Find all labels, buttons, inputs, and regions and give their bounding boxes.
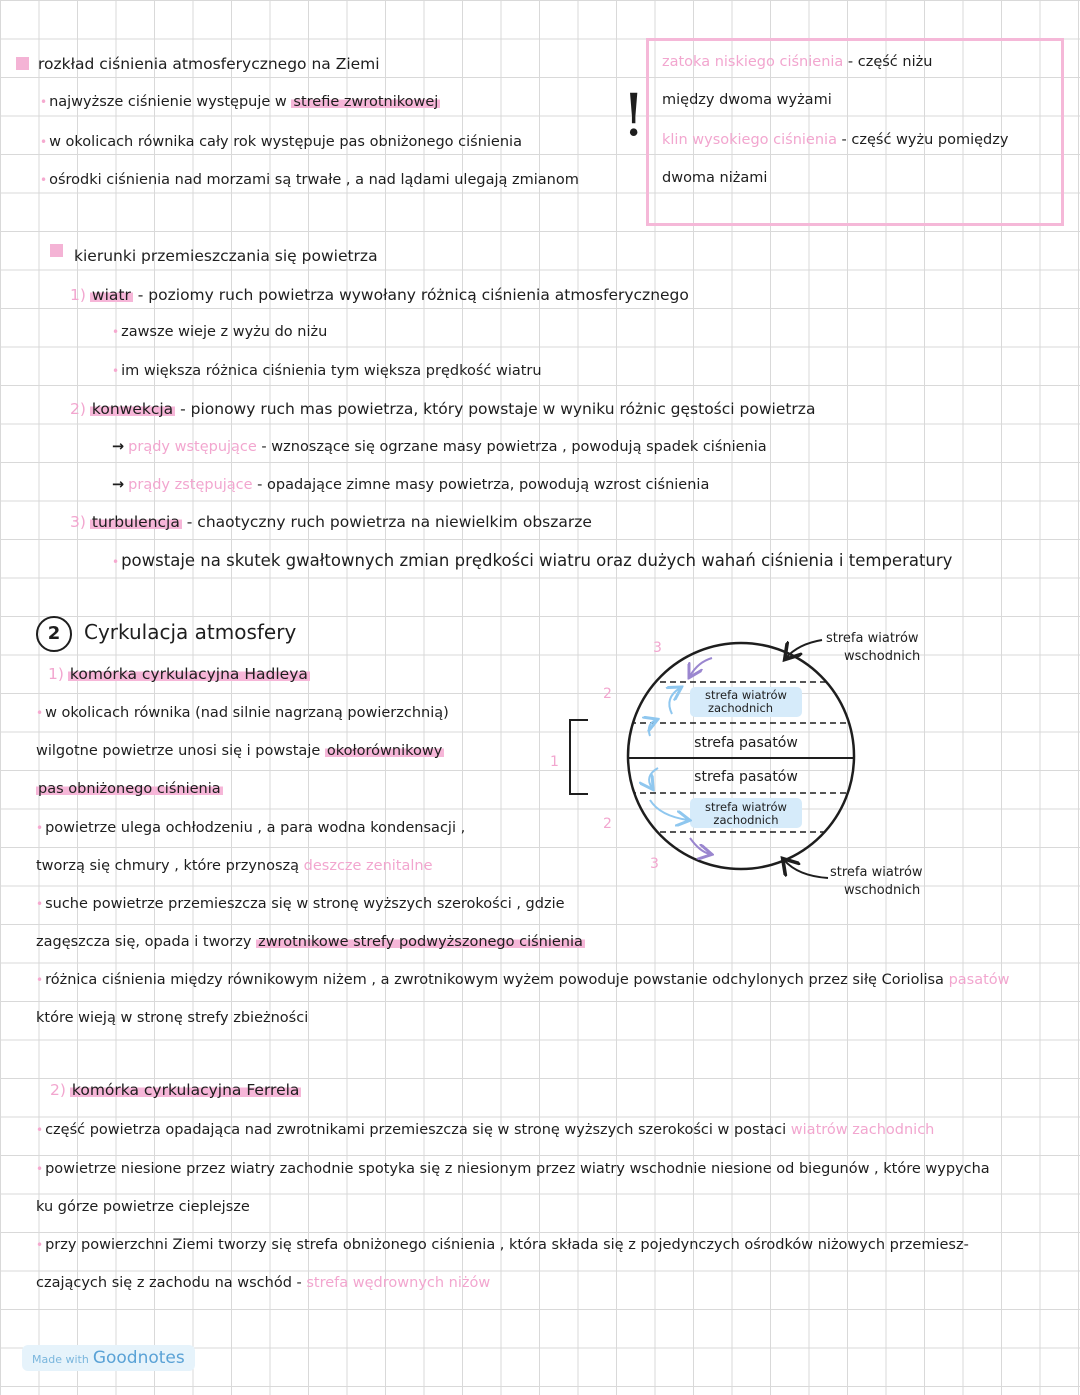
text-line: • powietrze ulega ochłodzeniu , a para wodna kondensacji ,	[36, 820, 466, 836]
cell-bracket	[570, 720, 588, 794]
zone-label-pasat-bottom: strefa pasatów	[694, 769, 798, 785]
text-line: • różnica ciśnienia między równikowym niżem , a zwrotnikowym wyżem powoduje powstanie odchylonych przez siłę Coriolisa pasatów	[36, 972, 1010, 988]
item-konwekcja: 2) konwekcja - pionowy ruch mas powietrza, który powstaje w wyniku różnic gęstości powietrza	[70, 400, 816, 418]
list-item: → prądy wstępujące - wznoszące się ogrzane masy powietrza , powodują spadek ciśnienia	[112, 439, 767, 455]
text-line: • w okolicach równika (nad silnie nagrzaną powierzchnią)	[36, 705, 449, 721]
section3-title: Cyrkulacja atmosfery	[84, 620, 297, 644]
wind-arrow	[690, 658, 712, 676]
section-bullet	[16, 57, 29, 70]
text-line: pas obniżonego ciśnienia	[38, 781, 221, 797]
list-item: → prądy zstępujące - opadające zimne masy powietrza, powodują wzrost ciśnienia	[112, 477, 710, 493]
list-item: • zawsze wieje z wyżu do niżu	[112, 324, 328, 340]
earth-circle	[628, 643, 854, 869]
item-turbulencja: 3) turbulencja - chaotyczny ruch powietrza na niewielkim obszarze	[70, 513, 592, 531]
wind-arrow	[669, 688, 680, 714]
zone-label-pasat-top: strefa pasatów	[694, 735, 798, 751]
exclamation-mark: !	[622, 81, 646, 149]
cell-number: 1	[550, 754, 559, 770]
list-item: • powstaje na skutek gwałtownych zmian prędkości wiatru oraz dużych wahań ciśnienia i temperatury	[112, 551, 953, 570]
text-line: tworzą się chmury , które przynoszą deszcze zenitalne	[36, 858, 433, 874]
cell-number: 2	[603, 686, 612, 702]
list-item: • im większa różnica ciśnienia tym większa prędkość wiatru	[112, 363, 542, 379]
text-line: czających się z zachodu na wschód - strefa wędrownych niżów	[36, 1275, 491, 1291]
text-line: • część powietrza opadająca nad zwrotnikami przemieszcza się w stronę wyższych szerokości w postaci wiatrów zachodnich	[36, 1122, 935, 1138]
cell-number: 3	[653, 640, 662, 656]
zone-label-west-top: strefa wiatrów zachodnich	[705, 688, 787, 715]
section2-title: kierunki przemieszczania się powietrza	[74, 247, 378, 265]
hadley-title: 1) komórka cyrkulacyjna Hadleya	[48, 665, 308, 683]
list-item: • najwyższe ciśnienie występuje w strefie zwrotnikowej	[40, 94, 439, 110]
ferrel-title: 2) komórka cyrkulacyjna Ferrela	[50, 1081, 300, 1099]
list-item: • ośrodki ciśnienia nad morzami są trwałe , a nad lądami ulegają zmianom	[40, 172, 579, 188]
wind-arrow	[690, 838, 710, 854]
cell-number: 2	[603, 816, 612, 832]
wind-arrow	[650, 800, 688, 820]
wind-arrow	[649, 768, 658, 788]
text-line: • przy powierzchni Ziemi tworzy się strefa obniżonego ciśnienia , która składa się z pojedynczych ośrodków niżowych przemiesz-	[36, 1237, 969, 1253]
text-line: wilgotne powietrze unosi się i powstaje okołorównikowy	[36, 743, 443, 759]
text-line: • suche powietrze przemieszcza się w stronę wyższych szerokości , gdzie	[36, 896, 565, 912]
cell-number: 3	[650, 856, 659, 872]
text-line: zagęszcza się, opada i tworzy zwrotnikowe strefy podwyższonego ciśnienia	[36, 934, 583, 950]
east-wind-label-top: strefa wiatrów wschodnich	[826, 631, 921, 664]
list-item: • w okolicach równika cały rok występuje pas obniżonego ciśnienia	[40, 134, 522, 150]
east-wind-label-bottom: strefa wiatrów wschodnich	[830, 865, 923, 898]
section1-title: rozkład ciśnienia atmosferycznego na Ziemi	[38, 55, 380, 73]
made-with-badge: Made with Goodnotes	[22, 1345, 195, 1371]
section-number: 2	[36, 616, 72, 652]
section-bullet	[50, 244, 63, 257]
text-line: • powietrze niesione przez wiatry zachodnie spotyka się z niesionym przez wiatry wschodnie niesione od biegunów , które wypycha	[36, 1161, 990, 1177]
circulation-diagram	[540, 620, 980, 900]
zone-label-west-bottom: strefa wiatrów zachodnich	[705, 800, 787, 827]
pointer-arrow	[784, 860, 828, 878]
text-line: które wieją w stronę strefy zbieżności	[36, 1010, 309, 1026]
item-wiatr: 1) wiatr - poziomy ruch powietrza wywołany różnicą ciśnienia atmosferycznego	[70, 286, 689, 304]
text-line: ku górze powietrze cieplejsze	[36, 1199, 250, 1215]
